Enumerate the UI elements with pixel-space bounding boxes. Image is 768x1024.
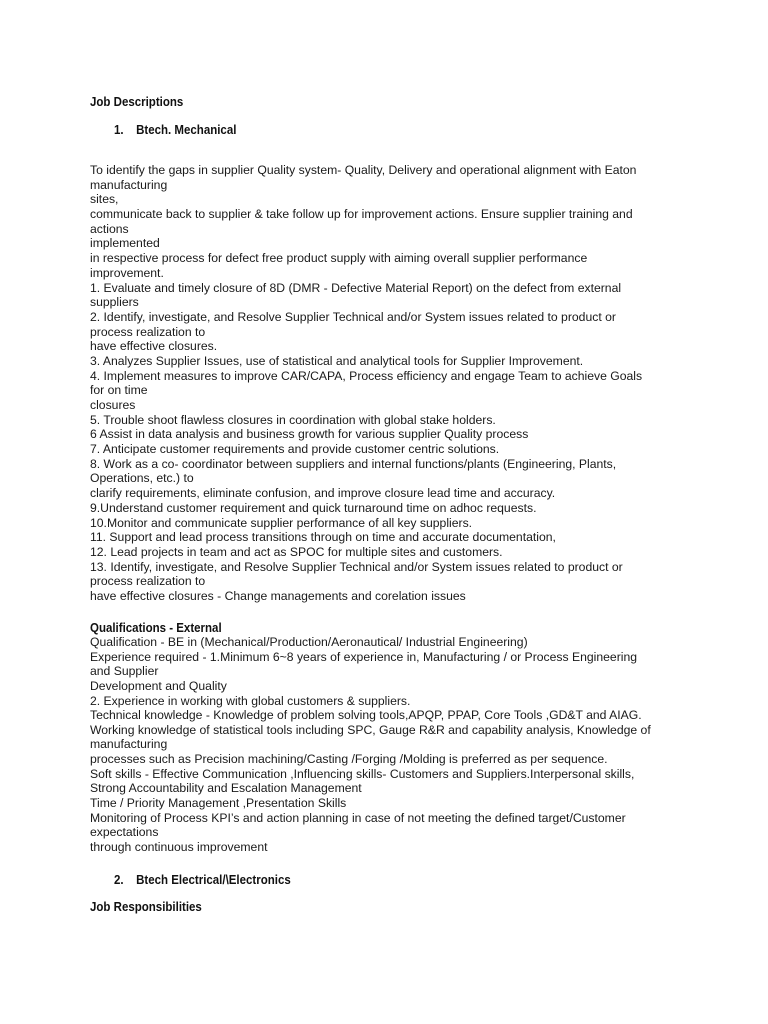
document-title: Job Descriptions: [90, 95, 184, 109]
section-1-heading: [114, 123, 236, 137]
text-line: 10.Monitor and communicate supplier performance of all key suppliers.: [90, 515, 473, 530]
text-line: actions: [90, 221, 129, 236]
text-line: 5. Trouble shoot flawless closures in coordination with global stake holders.: [90, 412, 496, 427]
text-line: have effective closures.: [90, 339, 218, 354]
text-line: process realization to: [90, 324, 206, 339]
text-line: 9.Understand customer requirement and quick turnaround time on adhoc requests.: [90, 500, 537, 515]
text-line: have effective closures - Change managements and corelation issues: [90, 588, 466, 603]
section-2-heading: [114, 873, 291, 887]
text-line: manufacturing: [90, 737, 168, 752]
text-line: Technical knowledge - Knowledge of problem solving tools,APQP, PPAP, Core Tools ,GD&T and AIAG.: [90, 708, 642, 723]
text-line: communicate back to supplier & take follow up for improvement actions. Ensure supplier training and: [90, 207, 633, 222]
text-line: Monitoring of Process KPI’s and action planning in case of not meeting the defined target/Customer: [90, 810, 626, 825]
text-line: 2. Identify, investigate, and Resolve Supplier Technical and/or System issues related to product or: [90, 309, 616, 324]
text-line: process realization to: [90, 574, 206, 589]
section-1-number: 1.: [114, 123, 124, 137]
text-line: sites,: [90, 192, 119, 207]
text-line: Time / Priority Management ,Presentation Skills: [90, 796, 347, 811]
text-line: implemented: [90, 236, 160, 251]
text-line: Qualification - BE in (Mechanical/Production/Aeronautical/ Industrial Engineering): [90, 635, 528, 649]
text-line: 3. Analyzes Supplier Issues, use of statistical and analytical tools for Supplier Improvement.: [90, 353, 584, 368]
section-1-description: [90, 163, 642, 604]
text-line: To identify the gaps in supplier Quality system- Quality, Delivery and operational alignment with Eaton: [90, 163, 637, 177]
qualifications-description: [90, 635, 651, 855]
text-line: Working knowledge of statistical tools including SPC, Gauge R&R and capability analysis, Knowledge of: [90, 722, 651, 737]
section-1-title: Btech. Mechanical: [136, 123, 237, 137]
text-line: manufacturing: [90, 177, 168, 192]
text-line: and Supplier: [90, 664, 159, 679]
text-line: clarify requirements, eliminate confusion, and improve closure lead time and accuracy.: [90, 486, 556, 501]
text-line: processes such as Precision machining/Casting /Forging /Molding is preferred as per sequence.: [90, 752, 608, 767]
text-line: Operations, etc.) to: [90, 471, 194, 486]
text-line: improvement.: [90, 265, 164, 280]
text-line: 11. Support and lead process transitions through on time and accurate documentation,: [90, 530, 556, 545]
section-2-title: Btech Electrical/\Electronics: [136, 873, 291, 887]
text-line: in respective process for defect free product supply with aiming overall supplier performance: [90, 251, 588, 266]
text-line: 1. Evaluate and timely closure of 8D (DMR - Defective Material Report) on the defect from external: [90, 280, 622, 295]
text-line: suppliers: [90, 295, 139, 310]
section-2-number: 2.: [114, 873, 124, 887]
text-line: 12. Lead projects in team and act as SPOC for multiple sites and customers.: [90, 544, 503, 559]
text-line: Experience required - 1.Minimum 6~8 years of experience in, Manufacturing / or Process Engineering: [90, 649, 638, 664]
text-line: for on time: [90, 383, 148, 398]
text-line: 6 Assist in data analysis and business growth for various supplier Quality process: [90, 427, 529, 442]
job-responsibilities-heading: Job Responsibilities: [90, 900, 202, 914]
text-line: Development and Quality: [90, 678, 227, 693]
text-line: 13. Identify, investigate, and Resolve Supplier Technical and/or System issues related to product or: [90, 559, 623, 574]
text-line: closures: [90, 398, 136, 412]
text-line: Strong Accountability and Escalation Management: [90, 781, 362, 796]
text-line: 4. Implement measures to improve CAR/CAPA, Process efficiency and engage Team to achieve Goals: [90, 368, 643, 383]
text-line: expectations: [90, 825, 159, 840]
text-line: 2. Experience in working with global customers & suppliers.: [90, 693, 411, 708]
qualifications-heading: Qualifications - External: [90, 621, 222, 635]
text-line: through continuous improvement: [90, 839, 268, 854]
text-line: 8. Work as a co- coordinator between suppliers and internal functions/plants (Engineering, Plants,: [90, 456, 617, 471]
text-line: Soft skills - Effective Communication ,Influencing skills- Customers and Suppliers.Interpersonal skills,: [90, 766, 635, 781]
text-line: 7. Anticipate customer requirements and provide customer centric solutions.: [90, 442, 500, 457]
